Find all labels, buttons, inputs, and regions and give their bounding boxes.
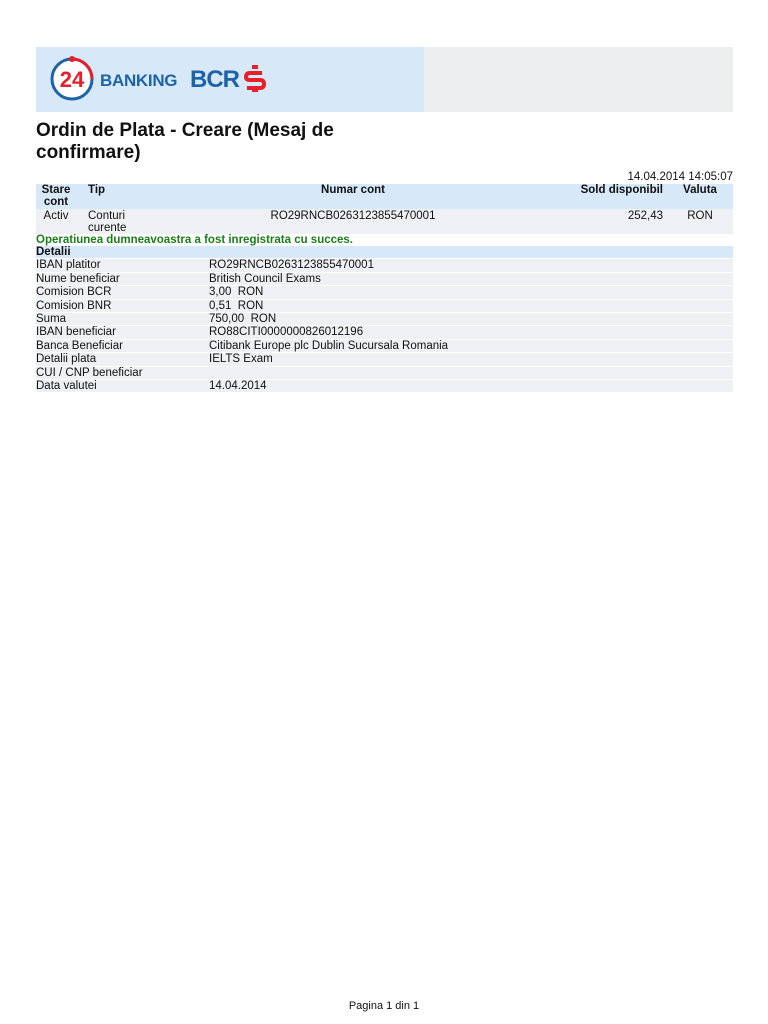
detail-value [209, 366, 506, 379]
header-sold: Sold disponibil [563, 184, 667, 209]
header-numar-cont: Numar cont [143, 184, 563, 209]
success-message: Operatiunea dumneavoastra a fost inregistrata cu succes. [36, 234, 354, 246]
cell-tip: Conturi curente [76, 209, 143, 234]
detail-value: British Council Exams [209, 272, 506, 285]
details-header-row [36, 246, 733, 259]
bcr-label: BCR [190, 66, 239, 93]
page-title: Ordin de Plata - Creare (Mesaj de confirmare) [36, 120, 334, 163]
detail-row-detalii-plata [36, 353, 733, 366]
detail-row-cui-cnp [36, 366, 733, 379]
banking-24-logo-icon [49, 56, 95, 102]
logo-area [36, 47, 424, 112]
accounts-header-row [36, 184, 733, 209]
detail-row-banca-beneficiar [36, 339, 733, 352]
detail-value: RO88CITI0000000826012196 [209, 326, 506, 339]
header-tip: Tip [76, 184, 143, 209]
detail-label: Comision BCR [36, 286, 209, 299]
cell-sold: 252,43 [563, 209, 667, 234]
detail-label: Banca Beneficiar [36, 339, 209, 352]
timestamp: 14.04.2014 14:05:07 [627, 171, 733, 183]
accounts-table [36, 184, 733, 234]
detail-label: Detalii plata [36, 353, 209, 366]
banking-label: BANKING [100, 71, 178, 90]
detail-value: Citibank Europe plc Dublin Sucursala Romania [209, 339, 506, 352]
detail-value: 3,00 RON [209, 286, 506, 299]
detail-value: 0,51 RON [209, 299, 506, 312]
details-table [36, 246, 733, 392]
bcr-s-logo-icon [244, 65, 266, 92]
header-stare: Stare cont [36, 184, 76, 209]
cell-stare: Activ [36, 209, 76, 234]
detail-row-comision-bcr [36, 286, 733, 299]
detail-label: CUI / CNP beneficiar [36, 366, 209, 379]
cell-numar-cont: RO29RNCB0263123855470001 [143, 209, 563, 234]
logo-number: 24 [59, 67, 85, 92]
details-header: Detalii [36, 246, 209, 259]
detail-value: IELTS Exam [209, 353, 506, 366]
detail-label: IBAN beneficiar [36, 326, 209, 339]
detail-value: 750,00 RON [209, 313, 506, 326]
page-footer: Pagina 1 din 1 [348, 1000, 420, 1012]
detail-row-suma [36, 313, 733, 326]
detail-value: 14.04.2014 [209, 380, 506, 393]
table-row [36, 209, 733, 234]
detail-value: RO29RNCB0263123855470001 [209, 259, 506, 272]
detail-row-comision-bnr [36, 299, 733, 312]
detail-row-iban-beneficiar [36, 326, 733, 339]
detail-label: Data valutei [36, 380, 209, 393]
detail-label: Comision BNR [36, 299, 209, 312]
detail-row-data-valutei [36, 380, 733, 393]
detail-label: Nume beneficiar [36, 272, 209, 285]
header-bar [36, 47, 733, 112]
cell-valuta: RON [667, 209, 733, 234]
detail-label: IBAN platitor [36, 259, 209, 272]
header-valuta: Valuta [667, 184, 733, 209]
detail-row-iban-platitor [36, 259, 733, 272]
detail-label: Suma [36, 313, 209, 326]
detail-row-nume-beneficiar [36, 272, 733, 285]
